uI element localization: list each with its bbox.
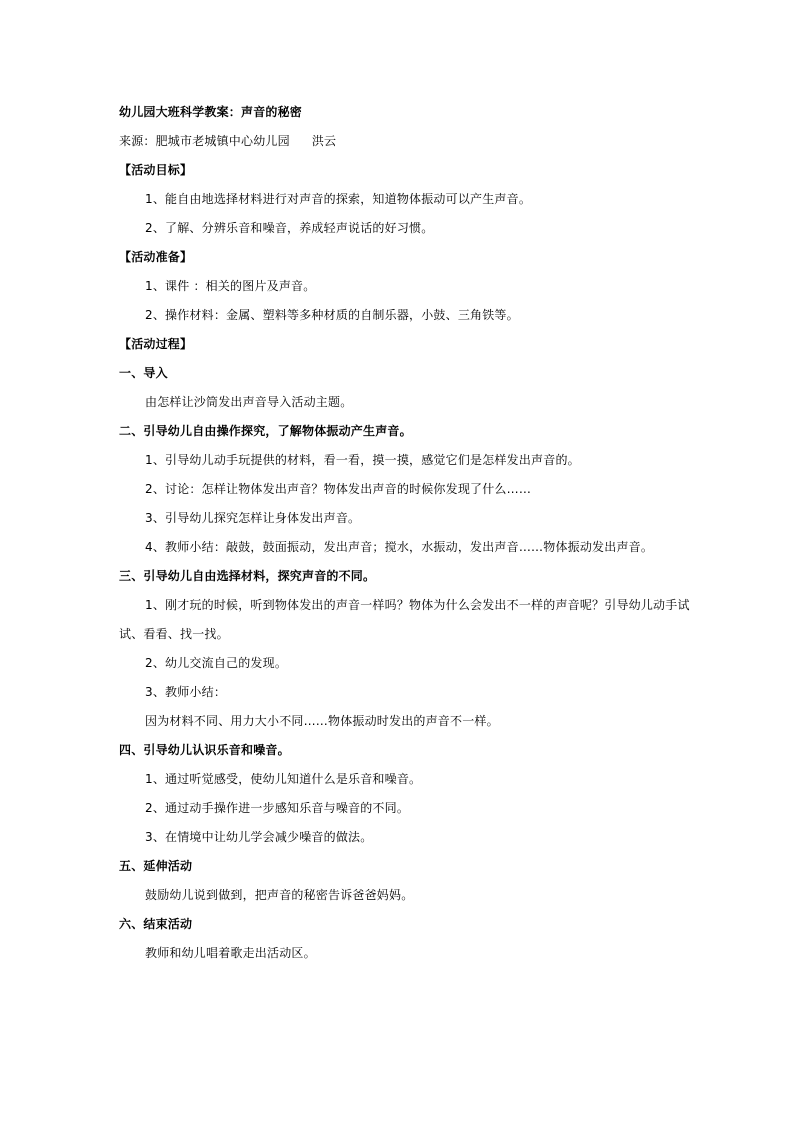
- section-2-item: 4、教师小结：敲鼓，鼓面振动，发出声音；搅水，水振动，发出声音……物体振动发出声音。: [145, 540, 654, 554]
- section-4-item: 3、在情境中让幼儿学会减少噪音的做法。: [145, 830, 373, 844]
- section-2-item: 2、讨论：怎样让物体发出声音？物体发出声音的时候你发现了什么……: [145, 482, 532, 496]
- section-4-item: 2、通过动手操作进一步感知乐音与噪音的不同。: [145, 801, 410, 815]
- section-text-1: 由怎样让沙筒发出声音导入活动主题。: [145, 395, 353, 409]
- prep-heading: 【活动准备】: [119, 250, 193, 264]
- section-2-item: 3、引导幼儿探究怎样让身体发出声音。: [145, 511, 361, 525]
- section-heading-2: 二、引导幼儿自由操作探究，了解物体振动产生声音。: [119, 424, 412, 438]
- goal-heading: 【活动目标】: [119, 163, 193, 177]
- section-3-item: 3、教师小结：: [145, 685, 227, 699]
- section-4-item: 1、通过听觉感受，使幼儿知道什么是乐音和噪音。: [145, 772, 422, 786]
- section-heading-5: 五、延伸活动: [119, 859, 193, 873]
- section-3-item: 1、刚才玩的时候，听到物体发出的声音一样吗？物体为什么会发出不一样的声音呢？引导幼儿动手试: [145, 598, 690, 612]
- goal-item: 2、了解、分辨乐音和噪音，养成轻声说话的好习惯。: [145, 221, 434, 235]
- prep-item: 1、课件 ：相关的图片及声音。: [145, 279, 316, 293]
- section-text-5: 鼓励幼儿说到做到，把声音的秘密告诉爸爸妈妈。: [145, 888, 414, 902]
- section-heading-3: 三、引导幼儿自由选择材料，探究声音的不同。: [119, 569, 376, 583]
- section-3-summary: 因为材料不同、用力大小不同……物体振动时发出的声音不一样。: [145, 714, 499, 728]
- section-3-item-continued: 试、看看、找一找。: [119, 627, 229, 641]
- source-author: 洪云: [311, 134, 337, 148]
- document-title: 幼儿园大班科学教案：声音的秘密: [119, 105, 303, 119]
- section-heading-4: 四、引导幼儿认识乐音和噪音。: [119, 743, 290, 757]
- section-3-item: 2、幼儿交流自己的发现。: [145, 656, 288, 670]
- section-text-6: 教师和幼儿唱着歌走出活动区。: [145, 946, 316, 960]
- source-label: 来源：肥城市老城镇中心幼儿园: [119, 134, 290, 148]
- section-2-item: 1、引导幼儿动手玩提供的材料，看一看，摸一摸，感觉它们是怎样发出声音的。: [145, 453, 580, 467]
- goal-item: 1、能自由地选择材料进行对声音的探索，知道物体振动可以产生声音。: [145, 192, 532, 206]
- source-line: [119, 133, 336, 149]
- prep-item: 2、操作材料：金属、塑料等多种材质的自制乐器，小鼓、三角铁等。: [145, 308, 519, 322]
- section-heading-1: 一、导入: [119, 366, 168, 380]
- process-heading: 【活动过程】: [119, 337, 193, 351]
- section-heading-6: 六、结束活动: [119, 917, 193, 931]
